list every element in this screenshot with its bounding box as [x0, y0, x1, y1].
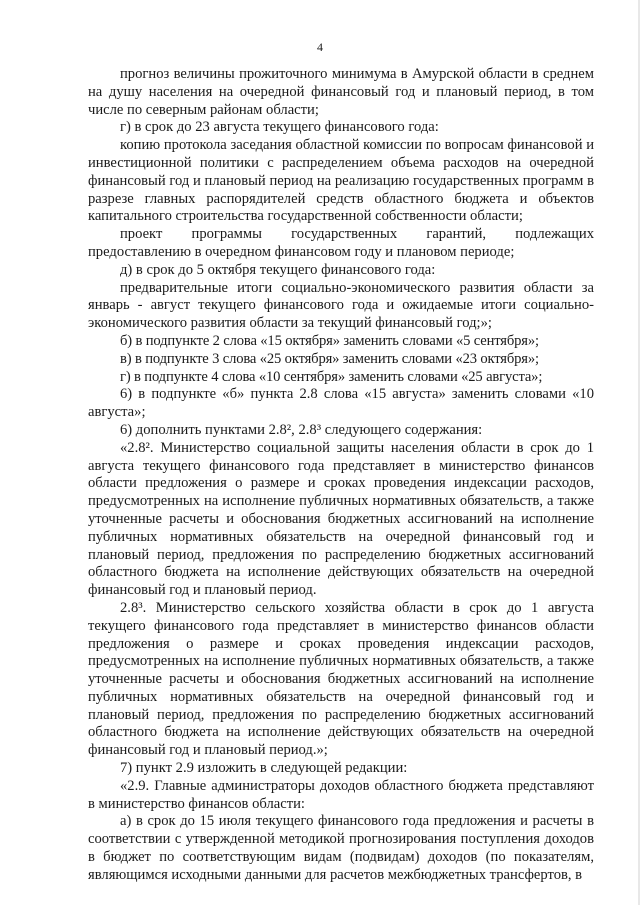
- page-number: 4: [317, 40, 323, 54]
- paragraph-clause-2-9: «2.9. Главные администраторы доходов областного бюджета представляют в министерство финансов области:: [88, 777, 594, 812]
- paragraph-clause-2-8-2: «2.8². Министерство социальной защиты населения области в срок до 1 августа текущего финансового года представляет в министерство финансов области предложения о размере и сроках проведения индексации расходов, предусмотренных на исполнение публичных нормативных обязательств, а также уточненные расчеты и обоснования бюджетных ассигнований на исполнение публичных нормативных обязательств на очередной финансовый год и плановый период, предложения по распределению бюджетных ассигнований областного бюджета на исполнение действующих обязательств на очередной финансовый год и плановый период.: [88, 439, 594, 599]
- paragraph-commission-protocol: копию протокола заседания областной комиссии по вопросам финансовой и инвестиционной политики с распределением объема расходов на очередной финансовый год и плановый период на реализацию государственных программ в разрезе главных распорядителей средств областного бюджета и объектов капитального строительства государственной собственности области;: [88, 137, 594, 225]
- paragraph-preliminary-results: предварительные итоги социально-экономического развития области за январь - август текущего финансового года и ожидаемые итоги социально-экономического развития области за текущий финансовый год;»;: [88, 279, 594, 332]
- paragraph-item-g-aug23: г) в срок до 23 августа текущего финансового года:: [120, 119, 439, 136]
- paragraph-item-6-add: 6) дополнить пунктами 2.8², 2.8³ следующего содержания:: [120, 421, 483, 438]
- paragraph-subitem-b: б) в подпункте 2 слова «15 октября» заменить словами «5 сентября»;: [120, 332, 539, 349]
- paragraph-item-7: 7) пункт 2.9 изложить в следующей редакции:: [120, 760, 408, 777]
- document-body: [88, 66, 594, 885]
- paragraph-item-a-jul15: а) в срок до 15 июля текущего финансового года предложения и расчеты в соответствии с утвержденной методикой прогнозирования поступления доходов в бюджет по соответствующим видам (подвидам) доходов (по показателям, являющимся исходными данными для расчетов межбюджетных трансфертов, в: [88, 813, 594, 883]
- paragraph-subitem-v: в) в подпункте 3 слова «25 октября» заменить словами «23 октября»;: [120, 350, 539, 367]
- paragraph-item-6-aug: 6) в подпункте «б» пункта 2.8 слова «15 августа» заменить словами «10 августа»;: [88, 386, 594, 421]
- paragraph-guarantees-program: проект программы государственных гарантий, подлежащих предоставлению в очередном финансовом году и плановом периоде;: [88, 226, 594, 260]
- paragraph-clause-2-8-3: 2.8³. Министерство сельского хозяйства области в срок до 1 августа текущего финансового года представляет в министерство финансов области предложения о размере и сроках проведения индексации расходов, предусмотренных на исполнение публичных нормативных обязательств, а также уточненные расчеты и обоснования бюджетных ассигнований на исполнение публичных нормативных обязательств на очередной финансовый год и плановый период, предложения по распределению бюджетных ассигнований областного бюджета на исполнение действующих обязательств на очередной финансовый год и плановый период.»;: [88, 599, 594, 759]
- paragraph-subitem-g: г) в подпункте 4 слова «10 сентября» заменить словами «25 августа»;: [120, 368, 543, 385]
- paragraph-subsistence-forecast: прогноз величины прожиточного минимума в Амурской области в среднем на душу населения на очередной финансовый год и плановый период, в том числе по северным районам области;: [88, 66, 594, 118]
- paragraph-item-d-oct5: д) в срок до 5 октября текущего финансового года:: [120, 261, 436, 278]
